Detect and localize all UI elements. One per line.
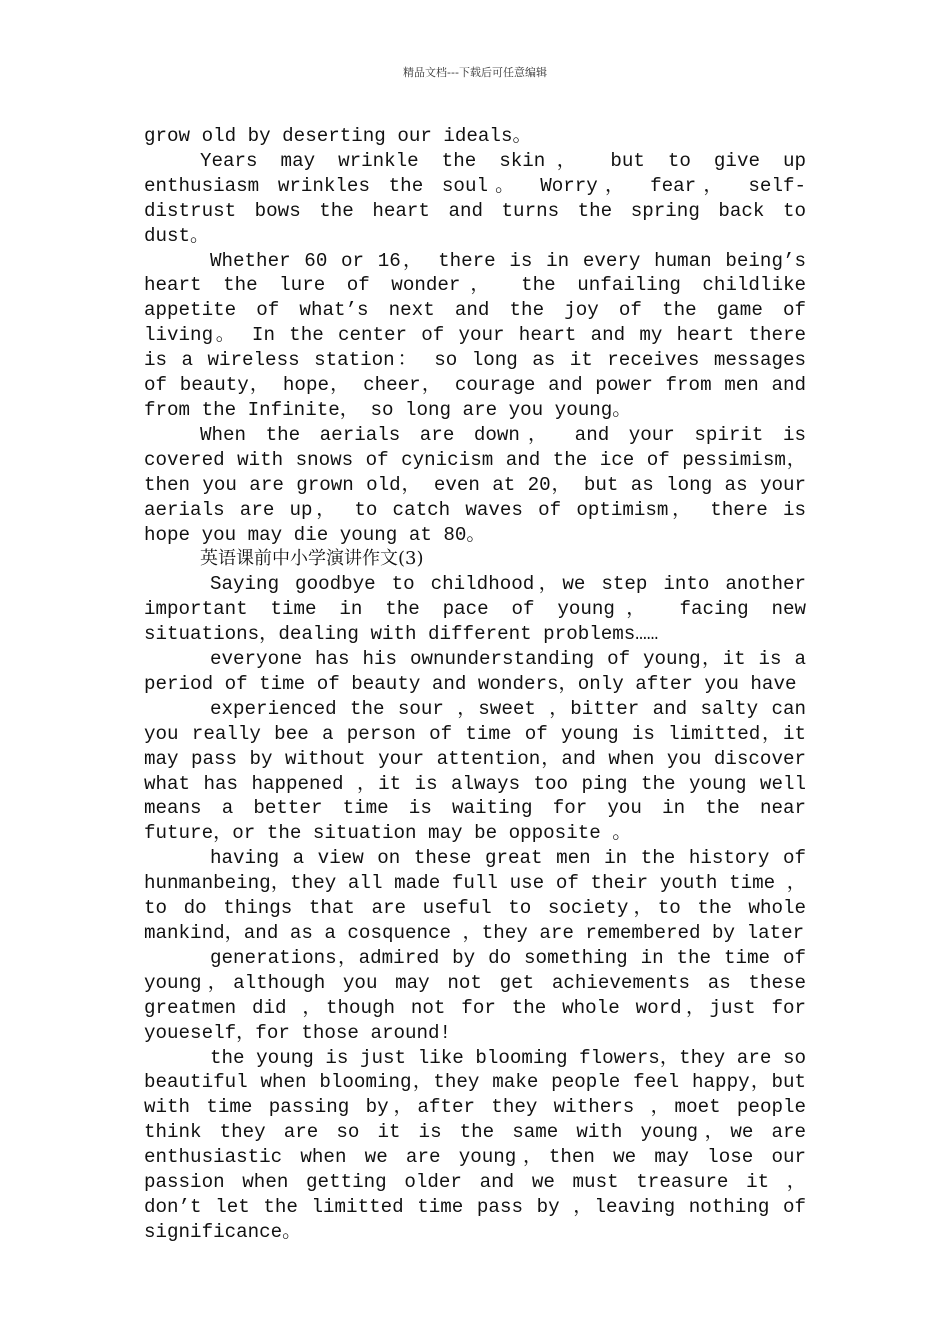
paragraph-everyone: everyone has his ownunderstanding of young，it is a period of time of beauty and wonders，only after you have xyxy=(144,648,806,695)
section-heading: 英语课前中小学演讲作文(3) xyxy=(200,548,424,570)
document-body xyxy=(144,124,806,1245)
paragraph-years: Years may wrinkle the skin， but to give up enthusiasm wrinkles the soul。 Worry， fear， self-distrust bows the heart and turns the spring back to dust。 xyxy=(144,149,806,247)
paragraph-experienced: experienced the sour ，sweet ，bitter and salty can you really bee a person of time of young is limitted，it may pass by without your attention，and when you discover what has happened ，it is always too ping the young well means a better time is waiting for you in the near future，or the situation may be opposite 。 xyxy=(144,697,806,845)
paragraph-generations: generations，admired by do something in the time of young，although you may not get achievements as these greatmen did ，though not for the whole word，just for youeself，for those around! xyxy=(144,946,806,1044)
paragraph-blooming: the young is just like blooming flowers，they are so beautiful when blooming，they make people feel happy，but with time passing by，after they withers ，moet people think they are so it is the same with young，we are enthusiastic when we are young，then we may lose our passion when getting older and we must treasure it ，don’t let the limitted time pass by ，leaving nothing of significance。 xyxy=(144,1046,806,1243)
paragraph-saying-goodbye: Saying goodbye to childhood，we step into another important time in the pace of young， facing new situations，dealing with different problems…… xyxy=(144,573,806,646)
paragraph-aerials: When the aerials are down， and your spirit is covered with snows of cynicism and the ice of pessimism， then you are grown old， even at 20， but as long as your aerials are up， to catch waves of optimism， there is hope you may die young at 80。 xyxy=(144,423,806,546)
paragraph-great-men: having a view on these great men in the history of hunmanbeing，they all made full use of their youth time ，to do things that are useful to society，to the whole mankind，and as a cosquence ，they are remembered by later xyxy=(144,847,806,944)
paragraph-continuation: grow old by deserting our ideals。 xyxy=(144,125,532,147)
page-header: 精品文档---下载后可任意编辑 xyxy=(403,66,547,79)
paragraph-whether: Whether 60 or 16， there is in every human being’s heart the lure of wonder， the unfailing childlike appetite of what’s next and the joy of the game of living。 In the center of your heart and my heart there is a wireless station： so long as it receives messages of beauty， hope， cheer， courage and power from men and from the Infinite， so long are you young。 xyxy=(144,249,806,421)
